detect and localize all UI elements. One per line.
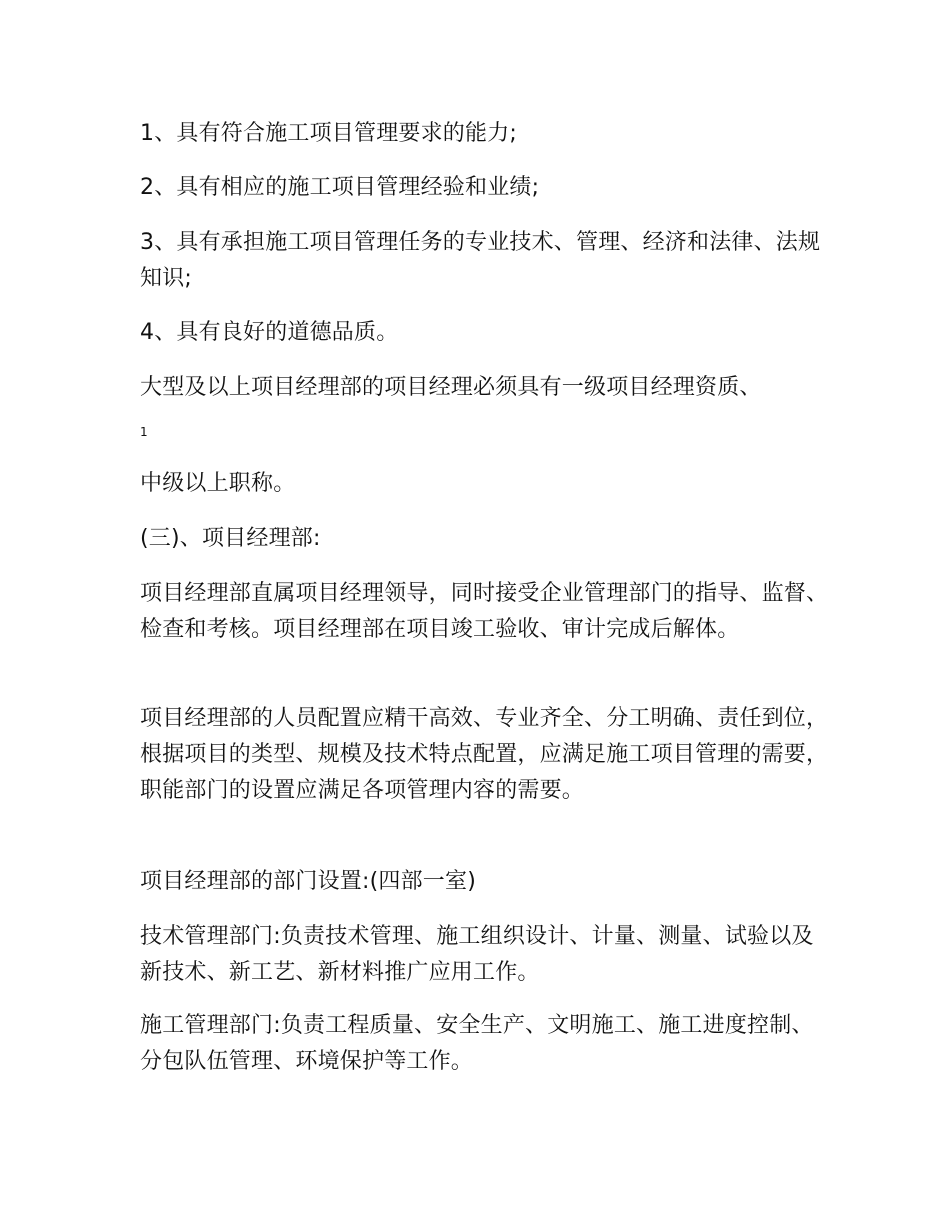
paragraph-continuation: 中级以上职称。 [140, 471, 296, 496]
list-item-3: 3、具有承担施工项目管理任务的专业技术、管理、经济和法律、法规知识; [140, 230, 821, 291]
paragraph-dept-setup: 项目经理部的部门设置:(四部一室) [140, 869, 476, 894]
paragraph-department-lead: 项目经理部直属项目经理领导，同时接受企业管理部门的指导、监督、检查和考核。项目经理部在项目竣工验收、审计完成后解体。 [140, 581, 829, 642]
paragraph-requirement: 大型及以上项目经理部的项目经理必须具有一级项目经理资质、 [140, 375, 762, 400]
paragraph-staffing: 项目经理部的人员配置应精干高效、专业齐全、分工明确、责任到位，根据项目的类型、规模及技术特点配置，应满足施工项目管理的需要，职能部门的设置应满足各项管理内容的需要。 [140, 706, 829, 803]
section-heading: (三)、项目经理部: [140, 526, 321, 551]
paragraph-tech-dept: 技术管理部门:负责技术管理、施工组织设计、计量、测量、试验以及新技术、新工艺、新材料推广应用工作。 [140, 924, 814, 985]
list-item-4: 4、具有良好的道德品质。 [140, 320, 399, 345]
list-item-1: 1、具有符合施工项目管理要求的能力; [140, 121, 518, 146]
footnote-marker: 1 [140, 425, 148, 439]
paragraph-construction-dept: 施工管理部门:负责工程质量、安全生产、文明施工、施工进度控制、分包队伍管理、环境保护等工作。 [140, 1013, 814, 1074]
list-item-2: 2、具有相应的施工项目管理经验和业绩; [140, 175, 540, 200]
